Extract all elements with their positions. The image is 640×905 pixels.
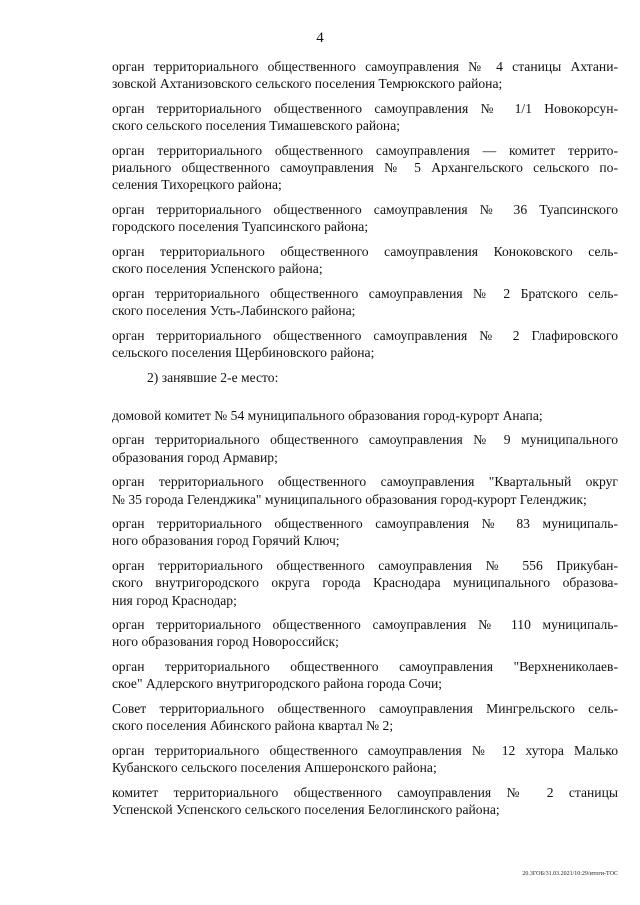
list-entry: [112, 742, 618, 776]
document-body: [112, 58, 618, 826]
list-entry: [112, 142, 618, 194]
list-entry: [112, 784, 618, 818]
entry-text-line: ского поселения Успенского района;: [112, 261, 323, 277]
entry-text-line: орган территориального общественного самоуправления № 2 Глафировского: [112, 327, 618, 343]
entry-text-line: орган территориального общественного самоуправления № 12 хутора Малько: [112, 743, 618, 758]
list-entry: [112, 327, 618, 361]
list-entry: [112, 58, 618, 92]
list-entry: [112, 473, 618, 507]
entry-text-line: городского поселения Туапсинского района;: [112, 219, 369, 235]
section-heading-second-place: 2) занявшие 2-е место:: [147, 369, 279, 385]
list-entry: [112, 243, 618, 277]
entry-text-line: орган территориального общественного самоуправления "Верхнениколаев-: [112, 659, 618, 675]
entry-text-line: орган территориального общественного самоуправления № 4 станицы Ахтани-: [112, 59, 618, 74]
entry-text-line: орган территориального общественного самоуправления "Квартальный округ: [112, 474, 618, 490]
list-entry: [112, 201, 618, 235]
entry-text-line: ское" Адлерского внутригородского района города Сочи;: [112, 676, 443, 692]
entry-text-line: орган территориального общественного самоуправления Коноковского сель-: [112, 243, 618, 259]
entry-text-line: орган территориального общественного самоуправления № 83 муниципаль-: [112, 516, 618, 532]
list-entry: [112, 100, 618, 134]
list-entry: [112, 515, 618, 549]
list-entry: [112, 285, 618, 319]
page-number: 4: [316, 30, 324, 46]
entry-text-line: ского поселения Усть-Лабинского района;: [112, 302, 356, 318]
entry-text-line: орган территориального общественного самоуправления № 1/1 Новокорсун-: [112, 100, 618, 116]
entry-text-line: домовой комитет № 54 муниципального образования город-курорт Анапа;: [112, 407, 543, 423]
list-entry: [112, 616, 618, 650]
entry-text-line: орган территориального общественного самоуправления № 2 Братского сель-: [112, 285, 618, 301]
list-entry: [112, 557, 618, 609]
list-entry: [112, 407, 618, 424]
entry-text-line: ного образования город Горячий Ключ;: [112, 533, 340, 549]
entry-text-line: ского сельского поселения Тимашевского района;: [112, 118, 401, 134]
entry-text-line: ского поселения Абинского района квартал № 2;: [112, 718, 394, 734]
entry-text-line: ния город Краснодар;: [112, 592, 237, 608]
list-entry: [112, 431, 618, 465]
entry-text-line: ского внутригородского округа города Краснодара муниципального образова-: [112, 575, 618, 591]
entry-text-line: орган территориального общественного самоуправления № 110 муниципаль-: [112, 617, 618, 633]
entry-text-line: комитет территориального общественного самоуправления № 2 станицы: [112, 784, 618, 800]
list-entry: [112, 658, 618, 692]
entry-text-line: риального общественного самоуправления № 5 Архангельского сельского по-: [112, 160, 618, 176]
entry-text-line: орган территориального общественного самоуправления № 36 Туапсинского: [112, 201, 618, 217]
list-entry: [112, 700, 618, 734]
entry-text-line: ного образования город Новороссийск;: [112, 634, 339, 650]
entry-text-line: № 35 города Геленджика" муниципального образования город-курорт Геленджик;: [112, 491, 587, 507]
entry-text-line: орган территориального общественного самоуправления № 9 муниципального: [112, 432, 618, 448]
entry-text-line: сельского поселения Щербиновского района;: [112, 344, 375, 360]
entry-text-line: Успенской Успенского сельского поселения Белоглинского района;: [112, 802, 500, 818]
first-place-list: [112, 58, 618, 361]
document-footer-code: 20.3ГОБ/31.03.2021/10:29/итоги-ТОС: [522, 871, 618, 877]
entry-text-line: орган территориального общественного самоуправления № 556 Прикубан-: [112, 558, 618, 574]
entry-text-line: орган территориального общественного самоуправления — комитет террито-: [112, 142, 618, 158]
entry-text-line: Совет территориального общественного самоуправления Мингрельского сель-: [112, 701, 618, 717]
entry-text-line: Кубанского сельского поселения Апшеронского района;: [112, 760, 437, 776]
entry-text-line: селения Тихорецкого района;: [112, 177, 282, 193]
entry-text-line: образования город Армавир;: [112, 449, 278, 465]
entry-text-line: зовской Ахтанизовского сельского поселения Темрюкского района;: [112, 76, 503, 92]
second-place-list: [112, 407, 618, 819]
